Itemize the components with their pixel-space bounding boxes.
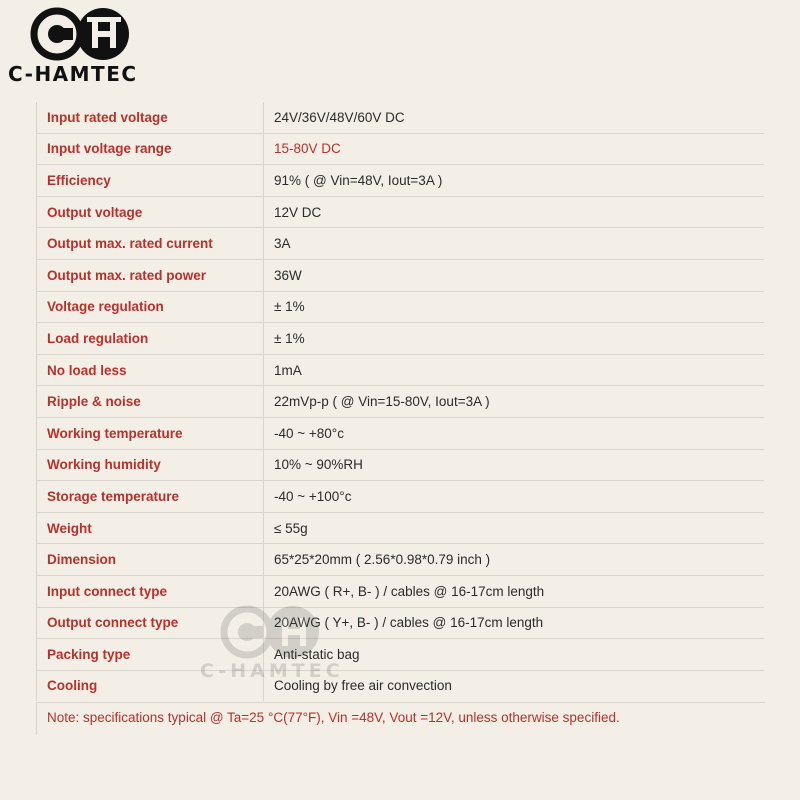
spec-label: Load regulation xyxy=(37,323,264,355)
spec-value: 10% ~ 90%RH xyxy=(264,449,765,481)
spec-label: Packing type xyxy=(37,639,264,671)
spec-label: Storage temperature xyxy=(37,481,264,513)
spec-row xyxy=(37,607,765,639)
spec-row xyxy=(37,386,765,418)
spec-row xyxy=(37,196,765,228)
spec-note: Note: specifications typical @ Ta=25 °C(77°F), Vin =48V, Vout =12V, unless otherwise specified. xyxy=(36,702,765,735)
spec-label: Input connect type xyxy=(37,575,264,607)
spec-row xyxy=(37,228,765,260)
spec-label: Dimension xyxy=(37,544,264,576)
spec-value: ± 1% xyxy=(264,323,765,355)
spec-row xyxy=(37,354,765,386)
spec-value: 24V/36V/48V/60V DC xyxy=(274,109,405,125)
spec-value: 65*25*20mm ( 2.56*0.98*0.79 inch ) xyxy=(264,544,765,576)
spec-row xyxy=(37,133,765,165)
brand-name: C-HAMTEC xyxy=(8,62,138,86)
spec-value: 36W xyxy=(264,259,765,291)
spec-value: Anti-static bag xyxy=(264,639,765,671)
spec-label: Ripple & noise xyxy=(37,386,264,418)
spec-value: 15-80V DC xyxy=(264,133,765,165)
logo-mark-icon xyxy=(30,6,138,62)
spec-label: Output max. rated power xyxy=(37,259,264,291)
spec-label: Voltage regulation xyxy=(37,291,264,323)
spec-row xyxy=(37,575,765,607)
spec-label: Output connect type xyxy=(37,607,264,639)
spec-label: Working humidity xyxy=(37,449,264,481)
spec-label: Cooling xyxy=(37,670,264,701)
watermark-text: C-HAMTEC xyxy=(200,660,344,682)
spec-row xyxy=(37,323,765,355)
spec-row xyxy=(37,670,765,701)
spec-value: 12V DC xyxy=(264,196,765,228)
spec-label: Efficiency xyxy=(37,165,264,197)
spec-row xyxy=(37,512,765,544)
spec-row xyxy=(37,481,765,513)
spec-value: 20AWG ( R+, B- ) / cables @ 16-17cm length xyxy=(264,575,765,607)
spec-value: -40 ~ +100°c xyxy=(264,481,765,513)
spec-label: Input rated voltage xyxy=(37,102,264,133)
spec-value: 1mA xyxy=(264,354,765,386)
spec-label: No load less xyxy=(37,354,264,386)
spec-row xyxy=(37,449,765,481)
spec-value: ≤ 55g xyxy=(264,512,765,544)
brand-logo xyxy=(4,4,174,88)
spec-row xyxy=(37,102,765,133)
spec-value: 3A xyxy=(264,228,765,260)
spec-row xyxy=(37,165,765,197)
spec-row xyxy=(37,417,765,449)
spec-value: -40 ~ +80°c xyxy=(264,417,765,449)
spec-value: 22mVp-p ( @ Vin=15-80V, Iout=3A ) xyxy=(264,386,765,418)
spec-value: 91% ( @ Vin=48V, Iout=3A ) xyxy=(264,165,765,197)
spec-label: Input voltage range xyxy=(37,133,264,165)
spec-label: Working temperature xyxy=(37,417,264,449)
spec-value: ± 1% xyxy=(264,291,765,323)
spec-label: Output voltage xyxy=(37,196,264,228)
spec-table-body xyxy=(37,102,765,701)
spec-value: 20AWG ( Y+, B- ) / cables @ 16-17cm length xyxy=(264,607,765,639)
spec-row xyxy=(37,259,765,291)
spec-row xyxy=(37,639,765,671)
spec-table xyxy=(36,102,764,701)
spec-label: Weight xyxy=(37,512,264,544)
spec-label: Output max. rated current xyxy=(37,228,264,260)
spec-row xyxy=(37,544,765,576)
spec-value: Cooling by free air convection xyxy=(264,670,765,701)
spec-row xyxy=(37,291,765,323)
